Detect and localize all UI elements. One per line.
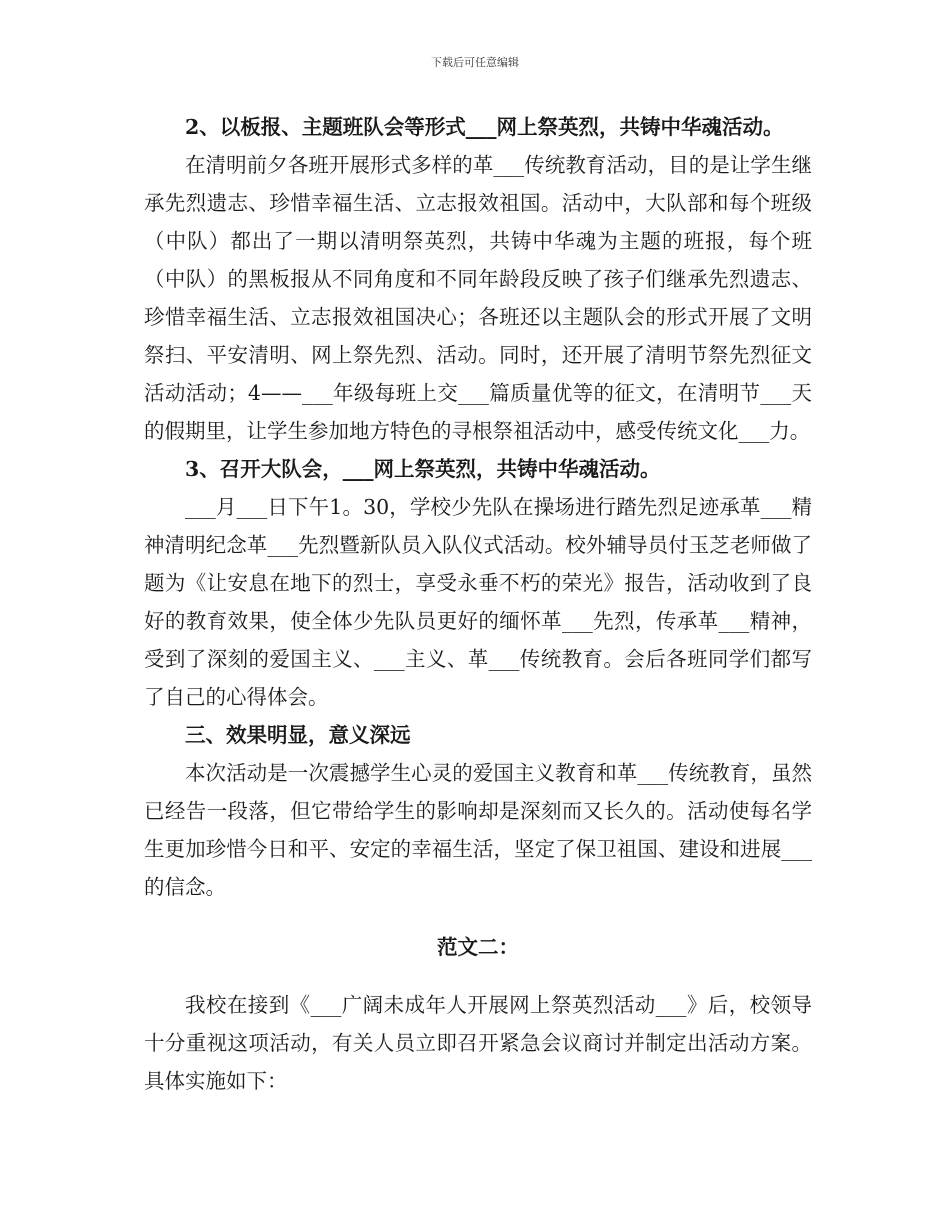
paragraph-1: 在清明前夕各班开展形式多样的革___传统教育活动，目的是让学生继承先烈遗志、珍惜幸福生活、立志报效祖国。活动中，大队部和每个班级（中队）都出了一期以清明祭英烈，共铸中华魂为主题的班报，每个班（中队）的黑板报从不同角度和不同年龄段反映了孩子们继承先烈遗志、珍惜幸福生活、立志报效祖国决心；各班还以主题队会的形式开展了文明祭扫、平安清明、网上祭先烈、活动。同时，还开展了清明节祭先烈征文活动活动；4——___年级每班上交___篇质量优等的征文，在清明节___天的假期里，让学生参加地方特色的寻根祭祖活动中，感受传统文化___力。 xyxy=(144,153,812,443)
paragraph-4: 我校在接到《___广阔未成年人开展网上祭英烈活动___》后，校领导十分重视这项活动，有关人员立即召开紧急会议商讨并制定出活动方案。具体实施如下： xyxy=(144,993,812,1093)
header-note: 下载后可任意编辑 xyxy=(431,56,519,69)
paragraph-3: 本次活动是一次震撼学生心灵的爱国主义教育和革___传统教育，虽然已经告一段落，但它带给学生的影响却是深刻而又长久的。活动使每名学生更加珍惜今日和平、安定的幸福生活，坚定了保卫祖国、建设和进展___的信念。 xyxy=(144,761,812,899)
document-body xyxy=(144,108,812,1100)
heading-item-2: 2、以板报、主题班队会等形式___网上祭英烈，共铸中华魂活动。 xyxy=(185,115,784,139)
heading-sample-2: 范文二： xyxy=(437,935,519,959)
heading-section-3: 三、效果明显，意义深远 xyxy=(185,723,411,747)
heading-item-3: 3、召开大队会，___网上祭英烈，共铸中华魂活动。 xyxy=(185,457,661,481)
paragraph-2: ___月___日下午1。30，学校少先队在操场进行踏先烈足迹承革___精神清明纪念革___先烈暨新队员入队仪式活动。校外辅导员付玉芝老师做了题为《让安息在地下的烈士，享受永垂不朽的荣光》报告，活动收到了良好的教育效果，使全体少先队员更好的缅怀革___先烈，传承革___精神，受到了深刻的爱国主义、___主义、革___传统教育。会后各班同学们都写了自己的心得体会。 xyxy=(144,495,812,709)
